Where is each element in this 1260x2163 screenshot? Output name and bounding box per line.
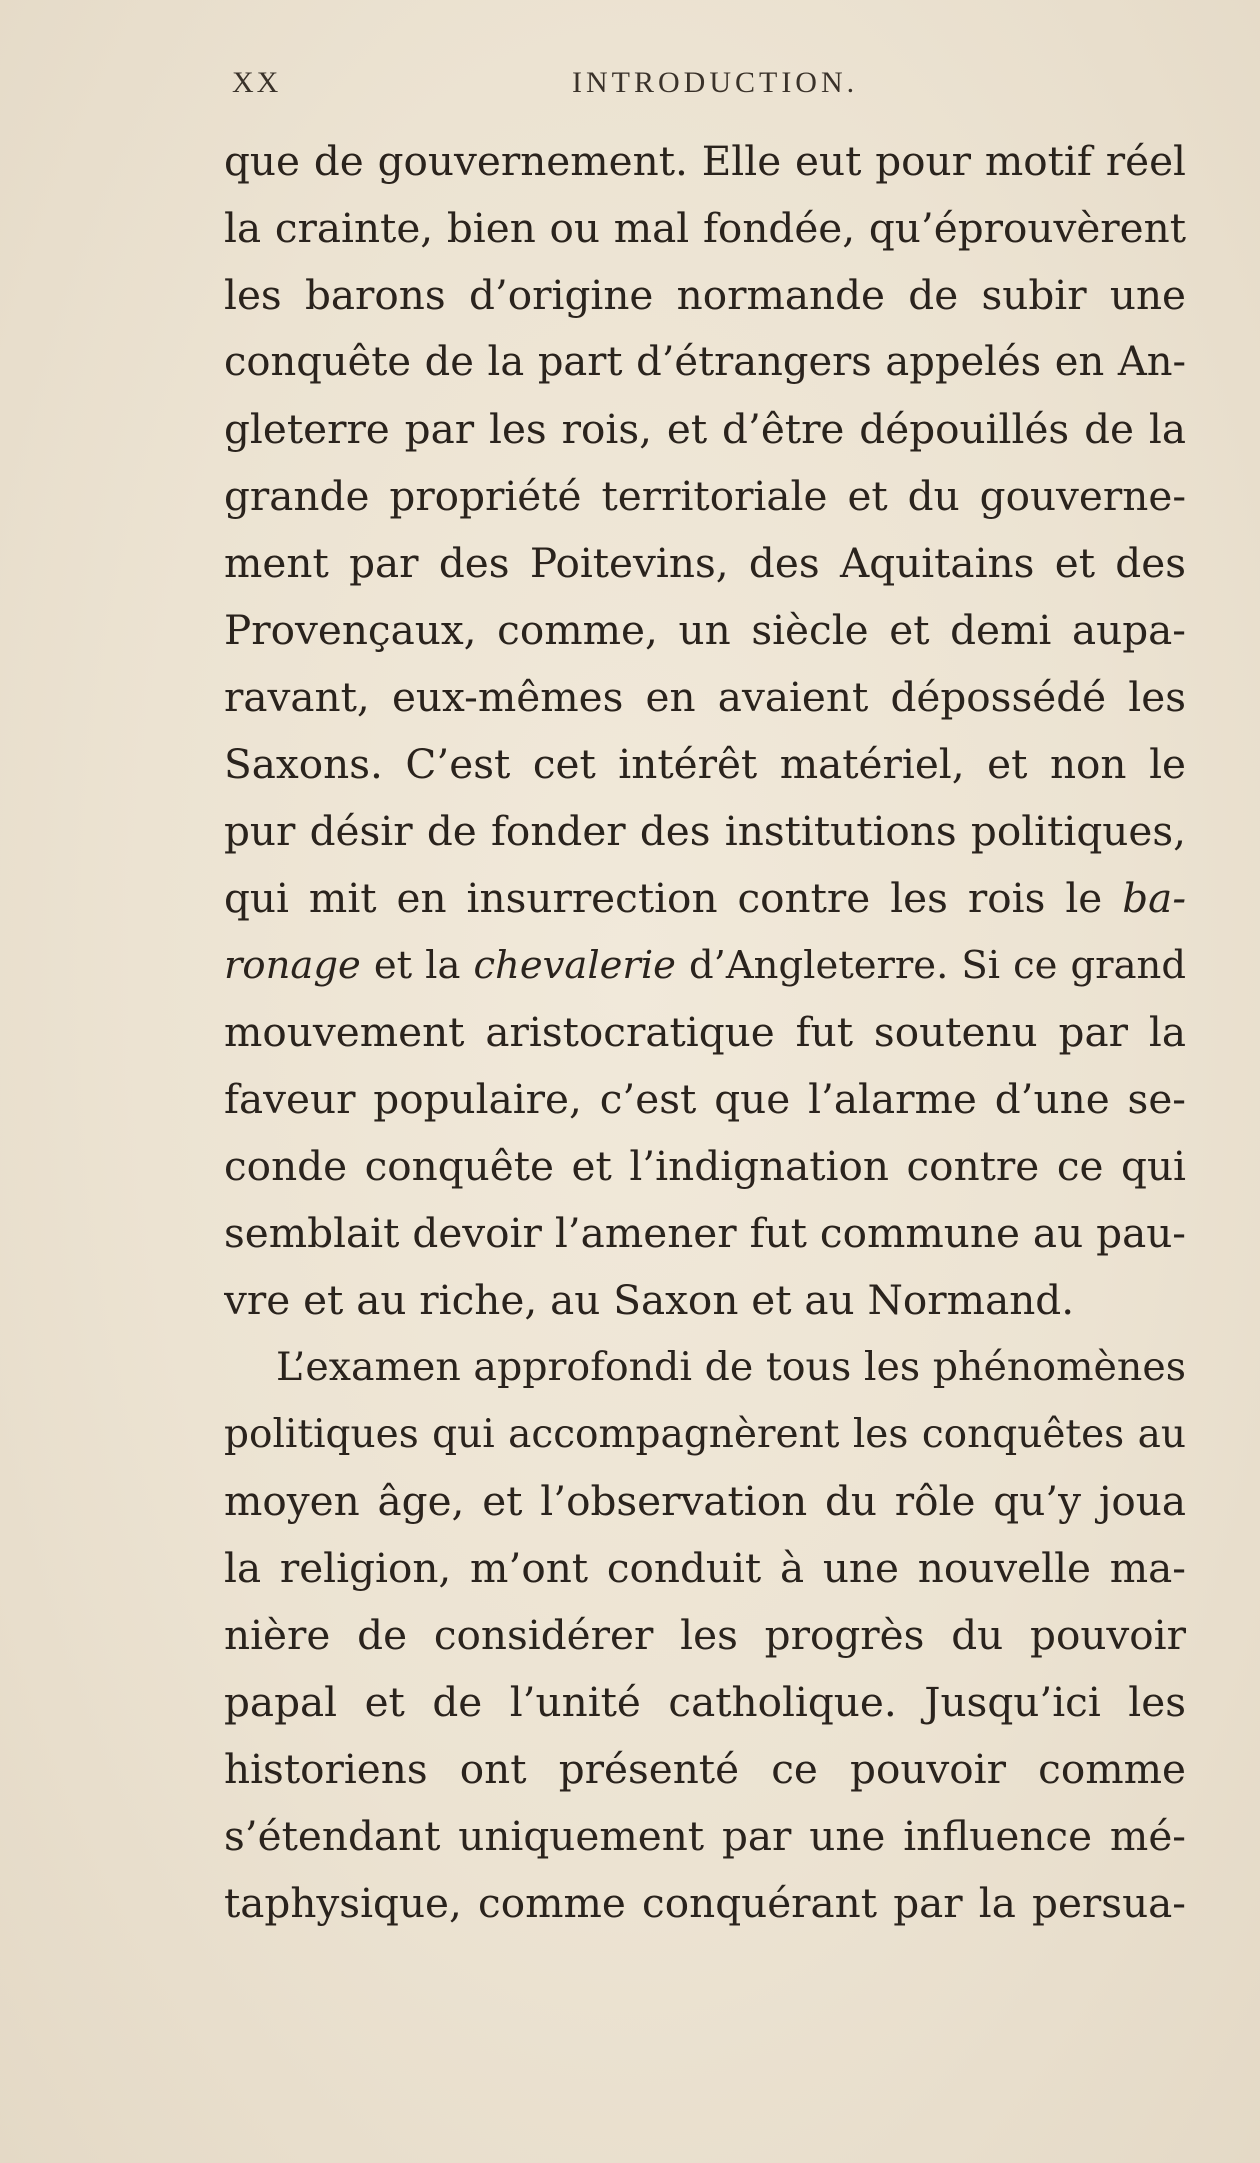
text-line: vre et au riche, au Saxon et au Normand.	[224, 1276, 1075, 1324]
text-line: moyen âge, et l’observation du rôle qu’y joua	[224, 1477, 1186, 1525]
text-line: politiques qui accompagnèrent les conquêtes au	[224, 1412, 1186, 1457]
text-line: nière de considérer les progrès du pouvoir	[224, 1611, 1186, 1659]
text-line: les barons d’origine normande de subir une	[224, 271, 1186, 319]
text-line: ravant, eux-mêmes en avaient dépossédé les	[224, 673, 1186, 721]
text-line: semblait devoir l’amener fut commune au pau-	[224, 1209, 1186, 1257]
text-line: mouvement aristocratique fut soutenu par la	[224, 1008, 1186, 1056]
italic-term: ronage	[224, 943, 361, 988]
text-line: conquête de la part d’étrangers appelés en An-	[224, 339, 1186, 385]
text-line: que de gouvernement. Elle eut pour motif réel	[224, 137, 1186, 185]
text-line: papal et de l’unité catholique. Jusqu’ici les	[224, 1678, 1186, 1726]
text-line: faveur populaire, c’est que l’alarme d’une se-	[224, 1075, 1186, 1123]
text-line: Saxons. C’est cet intérêt matériel, et non le	[224, 740, 1186, 788]
text-segment: et la	[373, 943, 461, 988]
text-line: s’étendant uniquement par une influence mé-	[224, 1812, 1186, 1860]
italic-term: chevalerie	[473, 943, 676, 988]
text-line: pur désir de fonder des institutions politiques,	[224, 807, 1186, 855]
text-line: la crainte, bien ou mal fondée, qu’éprouvèrent	[224, 204, 1186, 252]
body-text	[224, 128, 1186, 1937]
text-segment: qui mit en insurrection contre les rois le	[224, 874, 1103, 922]
text-line: gleterre par les rois, et d’être dépouillés de la	[224, 405, 1186, 453]
text-line: taphysique, comme conquérant par la persua-	[224, 1879, 1186, 1927]
running-title: INTRODUCTION.	[572, 66, 859, 99]
text-line: la religion, m’ont conduit à une nouvelle ma-	[224, 1544, 1186, 1592]
page-header	[232, 66, 1182, 106]
text-segment: d’Angleterre. Si ce grand	[689, 943, 1186, 988]
text-line	[224, 932, 1186, 999]
text-line: grande propriété territoriale et du gouverne-	[224, 472, 1186, 520]
text-line: historiens ont présenté ce pouvoir comme	[224, 1745, 1186, 1793]
text-line: L’examen approfondi de tous les phénomènes	[276, 1344, 1186, 1390]
text-line: conde conquête et l’indignation contre ce qui	[224, 1142, 1186, 1190]
page-number: XX	[232, 66, 282, 99]
text-line: ment par des Poitevins, des Aquitains et des	[224, 539, 1186, 587]
text-line: Provençaux, comme, un siècle et demi aupa-	[224, 606, 1186, 654]
italic-term: ba-	[1122, 874, 1186, 922]
text-line	[224, 865, 1186, 932]
